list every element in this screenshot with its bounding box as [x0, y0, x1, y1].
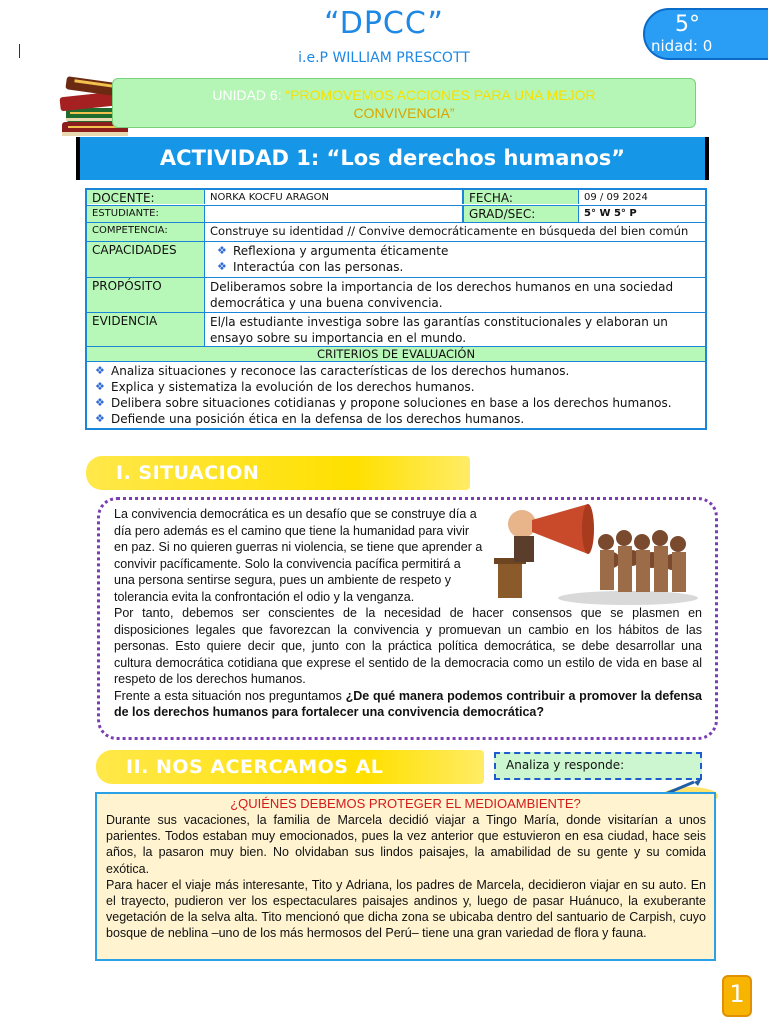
school-subtitle: i.e.P WILLIAM PRESCOTT [298, 50, 470, 66]
evidencia-value: El/la estudiante investiga sobre las garantías constitucionales y elaboran un ensayo sobre su importancia en el mundo. [210, 315, 668, 345]
evidencia-label: EVIDENCIA [87, 313, 205, 346]
estudiante-value [205, 206, 463, 222]
unit-label: UNIDAD 6: [212, 87, 286, 103]
fecha-value: 09 / 09 2024 [584, 192, 648, 203]
criterio-item: ❖ Analiza situaciones y reconoce las características de los derechos humanos. [95, 364, 570, 378]
diamond-bullet-icon: ❖ [95, 380, 105, 393]
grade-badge-unit: nidad: 0 [651, 37, 713, 55]
school-name: “DPCC” [324, 6, 444, 41]
diamond-bullet-icon: ❖ [95, 396, 105, 409]
criterios-header: CRITERIOS DE EVALUACIÓN [87, 346, 705, 361]
criterios-list [87, 361, 705, 431]
page-number: 1 [722, 975, 752, 1017]
docente-label: DOCENTE: [87, 190, 205, 204]
situation-paragraph-3: Frente a esta situación nos preguntamos ¿De qué manera podemos contribuir a promover la defensa de los derechos humanos para fortalecer una convivencia democrática? [114, 688, 702, 719]
row-docente [87, 190, 705, 204]
row-evidencia [87, 312, 705, 346]
situation-question: ¿De qué manera podemos contribuir a promover la defensa de los derechos humanos para fortalecer una convivencia democrática? [114, 688, 702, 719]
story-text [106, 812, 706, 942]
section-situacion-banner: I. SITUACION [86, 456, 470, 490]
estudiante-label: ESTUDIANTE: [87, 206, 205, 222]
diamond-bullet-icon: ❖ [95, 412, 105, 425]
unit-title-line2: CONVIVENCIA” [353, 105, 455, 121]
proposito-label: PROPÓSITO [87, 278, 205, 312]
activity-title: ACTIVIDAD 1: “Los derechos humanos” [76, 137, 709, 180]
row-capacidades [87, 241, 705, 277]
competencia-value: Construye su identidad // Convive democráticamente en búsqueda del bien común [210, 224, 689, 238]
section-acercamos-banner: II. NOS ACERCAMOS AL [96, 750, 484, 784]
unit-title-part-c: UNA MEJOR [513, 87, 596, 103]
grade-badge [643, 8, 768, 60]
diamond-bullet-icon: ❖ [217, 244, 227, 257]
criterio-item: ❖ Defiende una posición ética en la defensa de los derechos humanos. [95, 412, 525, 426]
situation-paragraphs-2-3 [114, 605, 702, 721]
story-title: ¿QUIÉNES DEBEMOS PROTEGER EL MEDIOAMBIENTE? [230, 796, 581, 811]
fecha-label: FECHA: [463, 190, 579, 204]
analiza-responde-box: Analiza y responde: [494, 752, 702, 780]
docente-value: NORKA KOCFU ARAGON [205, 190, 463, 204]
grado-value: 5° W 5° P [584, 208, 637, 219]
capacidad-item: ❖ Interactúa con las personas. [217, 260, 404, 274]
grado-label: GRAD/SEC: [463, 206, 579, 222]
competencia-label: COMPETENCIA: [87, 223, 205, 241]
unit-title-part-a: “PROMOVEMOS [285, 87, 397, 103]
grade-badge-grade: 5° [675, 12, 700, 37]
row-competencia [87, 222, 705, 241]
capacidades-list [205, 242, 705, 277]
unit-title-box [112, 78, 696, 128]
situation-paragraph-2: Por tanto, debemos ser conscientes de la necesidad de hacer consensos que se plasmen en disposiciones legales que favorezcan la convivencia y promuevan un cambio en los hábitos de las personas. Esto quiere decir que, junto con la práctica política democrática, se debe desarrollar una cultura democrática cotidiana que exprese el sentido de la democracia como un estilo de vida en base al respeto de los derechos humanos. [114, 606, 702, 686]
unit-title-part-b: ACCIONES PARA [396, 87, 514, 103]
proposito-value: Deliberamos sobre la importancia de los derechos humanos en una sociedad democrática y una buena convivencia. [210, 280, 674, 310]
diamond-bullet-icon: ❖ [95, 364, 105, 377]
story-paragraph-1: Durante sus vacaciones, la familia de Marcela decidió viajar a Tingo María, donde visitarían a unos parientes. Todos estaban muy emocionados, pues la vez anterior que estuvieron en esa ciudad, hace seis años, la pasaron muy bien. No olvidaban sus lindos paisajes, la amabilidad de su gente y su comida exótica. [106, 813, 706, 876]
criterio-item: ❖ Delibera sobre situaciones cotidianas y propone soluciones en base a los derechos humanos. [95, 396, 672, 410]
capacidad-item: ❖ Reflexiona y argumenta éticamente [217, 244, 449, 258]
megaphone-crowd-illustration [488, 502, 700, 606]
capacidades-label: CAPACIDADES [87, 242, 205, 277]
situation-paragraph-1: La convivencia democrática es un desafío que se construye día a día pero además es el camino que tiene la humanidad para vivir en paz. Si no quieren guerras ni violencia, se tiene que aprender a convivir pacíficamente. Solo la convivencia pacífica permitirá a una persona sentirse segura, pues un ambiente de respeto y tolerancia evita la confrontación el odio y la venganza. [114, 507, 483, 604]
story-paragraph-2: Para hacer el viaje más interesante, Tito y Adriana, los padres de Marcela, decidieron viajar en su auto. En el trayecto, pudieron ver los espectaculares paisajes andinos y, luego de pasar Huánuco, la exuberante vegetación de la selva alta. Tito mencionó que dicha zona se ubicaba dentro del santuario de Carpish, cuyo bosque de neblina –uno de los más hermosos del Perú– tiene una gran variedad de flora y fauna. [106, 877, 706, 941]
info-table [85, 188, 707, 430]
row-proposito [87, 277, 705, 312]
criterio-item: ❖ Explica y sistematiza la evolución de los derechos humanos. [95, 380, 475, 394]
diamond-bullet-icon: ❖ [217, 260, 227, 273]
row-estudiante [87, 205, 705, 222]
